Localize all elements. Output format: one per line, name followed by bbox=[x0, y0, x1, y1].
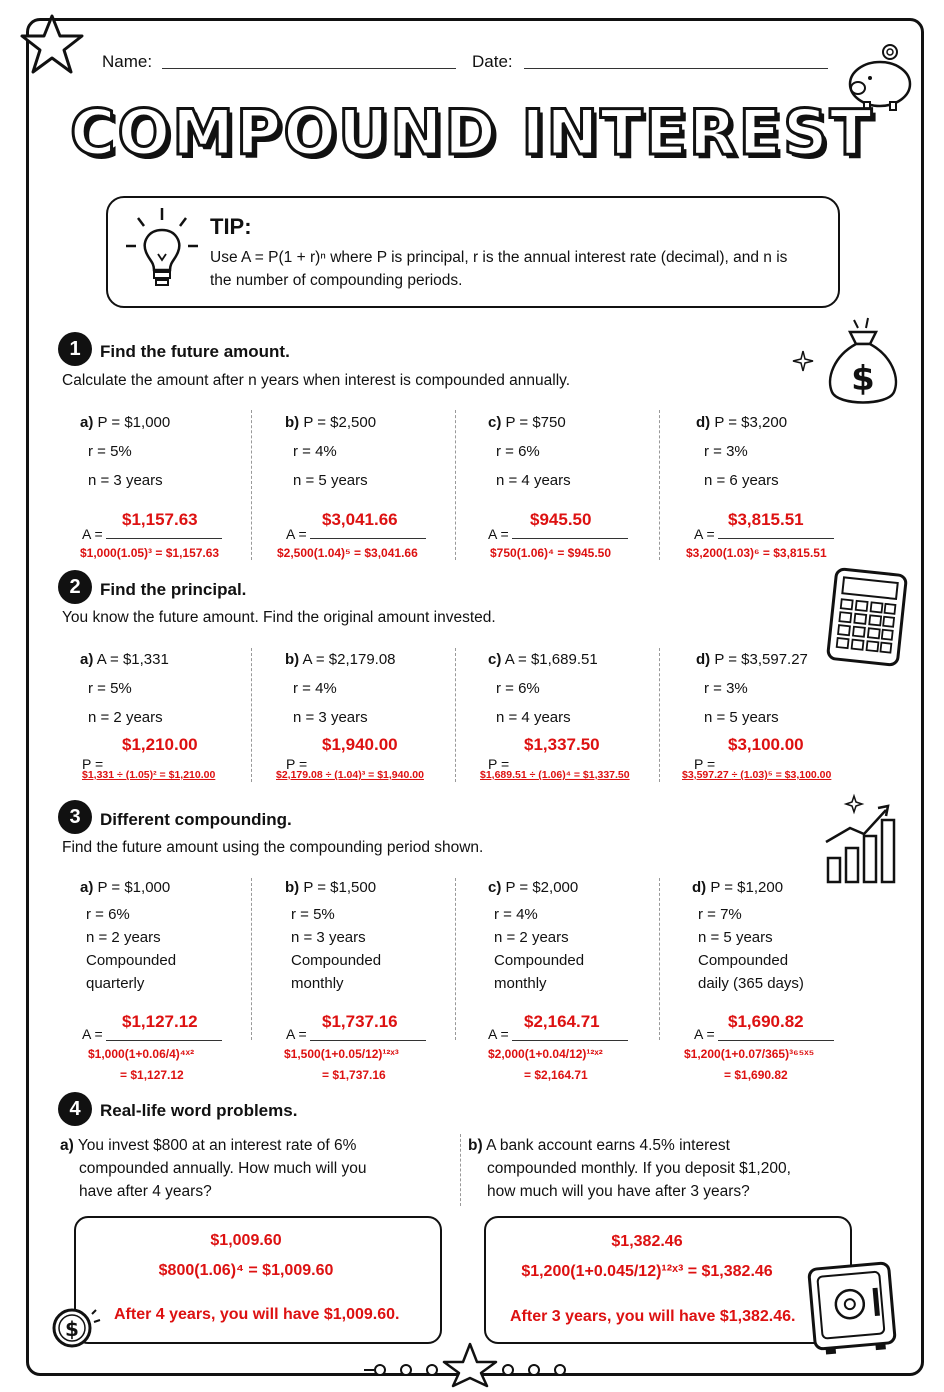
s3d-work2: = $1,690.82 bbox=[724, 1068, 788, 1082]
s1a-answer: $1,157.63 bbox=[122, 510, 198, 529]
s1b-eq-label: A = bbox=[286, 526, 307, 542]
s4-question-a: a) You invest $800 at an interest rate of 6% compounded annually. How much will you have after 4 years? bbox=[60, 1137, 367, 1200]
section-4-heading: Real-life word problems. bbox=[100, 1101, 298, 1120]
s1a-eq-label: A = bbox=[82, 526, 103, 542]
s4b-work: $1,200(1+0.045/12)¹²ˣ³ = $1,382.46 bbox=[521, 1263, 773, 1280]
s3a-work2: = $1,127.12 bbox=[120, 1068, 184, 1082]
s1d-eq-label: A = bbox=[694, 526, 715, 542]
name-field[interactable] bbox=[162, 68, 456, 69]
name-label: Name: bbox=[102, 52, 153, 71]
section-2-heading: Find the principal. bbox=[100, 580, 247, 599]
s3c-work2: = $2,164.71 bbox=[524, 1068, 588, 1082]
s2c-answer: $1,337.50 bbox=[524, 735, 600, 754]
s2d-answer: $3,100.00 bbox=[728, 735, 804, 754]
s3b-work1: $1,500(1+0.05/12)¹²ˣ³ bbox=[284, 1047, 399, 1061]
s3a-work1: $1,000(1+0.06/4)⁴ˣ² bbox=[88, 1047, 195, 1061]
page-title: COMPOUND INTEREST bbox=[70, 96, 874, 169]
s1-problem-d: d) P = $3,200 r = 3% n = 6 years bbox=[696, 414, 788, 489]
s2a-answer: $1,210.00 bbox=[122, 735, 198, 754]
section-3-number: 3 bbox=[58, 800, 92, 834]
s2a-work: $1,331 ÷ (1.05)² = $1,210.00 bbox=[82, 769, 216, 781]
coin-icon bbox=[48, 1300, 104, 1352]
s2d-work: $3,597.27 ÷ (1.03)⁵ = $3,100.00 bbox=[682, 769, 832, 781]
s3a-eq-label: A = bbox=[82, 1026, 103, 1042]
section-1-subtitle: Calculate the amount after n years when interest is compounded annually. bbox=[62, 372, 571, 389]
s3a-answer: $1,127.12 bbox=[122, 1012, 198, 1031]
s1-problem-b: b) P = $2,500 r = 4% n = 5 years bbox=[285, 414, 377, 489]
s2-problem-b: b) A = $2,179.08 r = 4% n = 3 years bbox=[285, 651, 396, 726]
s4a-work: $800(1.06)⁴ = $1,009.60 bbox=[158, 1262, 334, 1279]
calculator-icon bbox=[822, 560, 918, 670]
s3c-eq-label: A = bbox=[488, 1026, 509, 1042]
s1c-eq-label: A = bbox=[488, 526, 509, 542]
s1c-answer: $945.50 bbox=[530, 510, 592, 529]
s1b-work: $2,500(1.04)⁵ = $3,041.66 bbox=[277, 546, 418, 560]
s4a-sentence: After 4 years, you will have $1,009.60. bbox=[114, 1306, 400, 1323]
s3-problem-a: a) P = $1,000 r = 6% n = 2 years Compounded quarterly bbox=[80, 879, 177, 992]
money-bag-icon bbox=[820, 312, 906, 412]
svg-text:$: $ bbox=[851, 359, 875, 399]
s3d-eq-label: A = bbox=[694, 1026, 715, 1042]
s3b-eq-label: A = bbox=[286, 1026, 307, 1042]
bottom-star-decoration bbox=[364, 1340, 574, 1388]
s1a-work: $1,000(1.05)³ = $1,157.63 bbox=[80, 546, 220, 560]
tip-text: Use A = P(1 + r)ⁿ where P is principal, r is the annual interest rate (decimal), and n is the number of compounding periods. bbox=[210, 249, 788, 289]
safe-icon bbox=[804, 1258, 904, 1358]
s3-problem-c: c) P = $2,000 r = 4% n = 2 years Compounded monthly bbox=[488, 879, 585, 992]
section-3-subtitle: Find the future amount using the compounding period shown. bbox=[62, 839, 484, 856]
section-1-heading: Find the future amount. bbox=[100, 342, 290, 361]
s1b-answer: $3,041.66 bbox=[322, 510, 398, 529]
date-label: Date: bbox=[472, 52, 513, 71]
growth-chart-icon bbox=[820, 790, 910, 890]
s2a-eq-label: P = bbox=[82, 756, 104, 772]
s3c-work1: $2,000(1+0.04/12)¹²ˣ² bbox=[488, 1047, 603, 1061]
section-2-number: 2 bbox=[58, 570, 92, 604]
svg-text:$: $ bbox=[65, 1317, 79, 1341]
lightbulb-icon bbox=[124, 204, 200, 296]
section-2-subtitle: You know the future amount. Find the original amount invested. bbox=[62, 609, 496, 626]
s4b-answer: $1,382.46 bbox=[611, 1233, 683, 1250]
star-icon bbox=[18, 12, 86, 76]
s3b-work2: = $1,737.16 bbox=[322, 1068, 386, 1082]
s2c-work: $1,689.51 ÷ (1.06)⁴ = $1,337.50 bbox=[480, 769, 630, 781]
s2b-answer: $1,940.00 bbox=[322, 735, 398, 754]
s4-question-b: b) A bank account earns 4.5% interest compounded monthly. If you deposit $1,200, how much will you have after 3 years? bbox=[468, 1137, 791, 1200]
s2-problem-a: a) A = $1,331 r = 5% n = 2 years bbox=[80, 651, 169, 726]
s2d-eq-label: P = bbox=[694, 756, 716, 772]
s2b-work: $2,179.08 ÷ (1.04)³ = $1,940.00 bbox=[276, 769, 424, 781]
s1d-work: $3,200(1.03)⁶ = $3,815.51 bbox=[686, 546, 827, 560]
date-field[interactable] bbox=[524, 68, 828, 69]
s1c-work: $750(1.06)⁴ = $945.50 bbox=[490, 546, 612, 560]
s3d-answer: $1,690.82 bbox=[728, 1012, 804, 1031]
sparkle-icon bbox=[792, 350, 814, 372]
s3b-answer: $1,737.16 bbox=[322, 1012, 398, 1031]
s3-problem-b: b) P = $1,500 r = 5% n = 3 years Compounded monthly bbox=[285, 879, 382, 992]
s2-problem-c: c) A = $1,689.51 r = 6% n = 4 years bbox=[488, 651, 598, 726]
section-4-number: 4 bbox=[58, 1092, 92, 1126]
section-1-number: 1 bbox=[58, 332, 92, 366]
s3-problem-d: d) P = $1,200 r = 7% n = 5 years Compounded daily (365 days) bbox=[692, 879, 804, 992]
s3c-answer: $2,164.71 bbox=[524, 1012, 600, 1031]
s1-problem-c: c) P = $750 r = 6% n = 4 years bbox=[488, 414, 571, 489]
section-3-heading: Different compounding. bbox=[100, 810, 292, 829]
s1d-answer: $3,815.51 bbox=[728, 510, 804, 529]
s4b-sentence: After 3 years, you will have $1,382.46. bbox=[510, 1308, 796, 1325]
s3d-work1: $1,200(1+0.07/365)³⁶⁵ˣ⁵ bbox=[684, 1047, 815, 1061]
s4a-answer: $1,009.60 bbox=[210, 1232, 282, 1249]
s2-problem-d: d) P = $3,597.27 r = 3% n = 5 years bbox=[696, 651, 808, 726]
tip-heading: TIP: bbox=[210, 214, 252, 239]
s2c-eq-label: P = bbox=[488, 756, 510, 772]
s1-problem-a: a) P = $1,000 r = 5% n = 3 years bbox=[80, 414, 171, 489]
s2b-eq-label: P = bbox=[286, 756, 308, 772]
